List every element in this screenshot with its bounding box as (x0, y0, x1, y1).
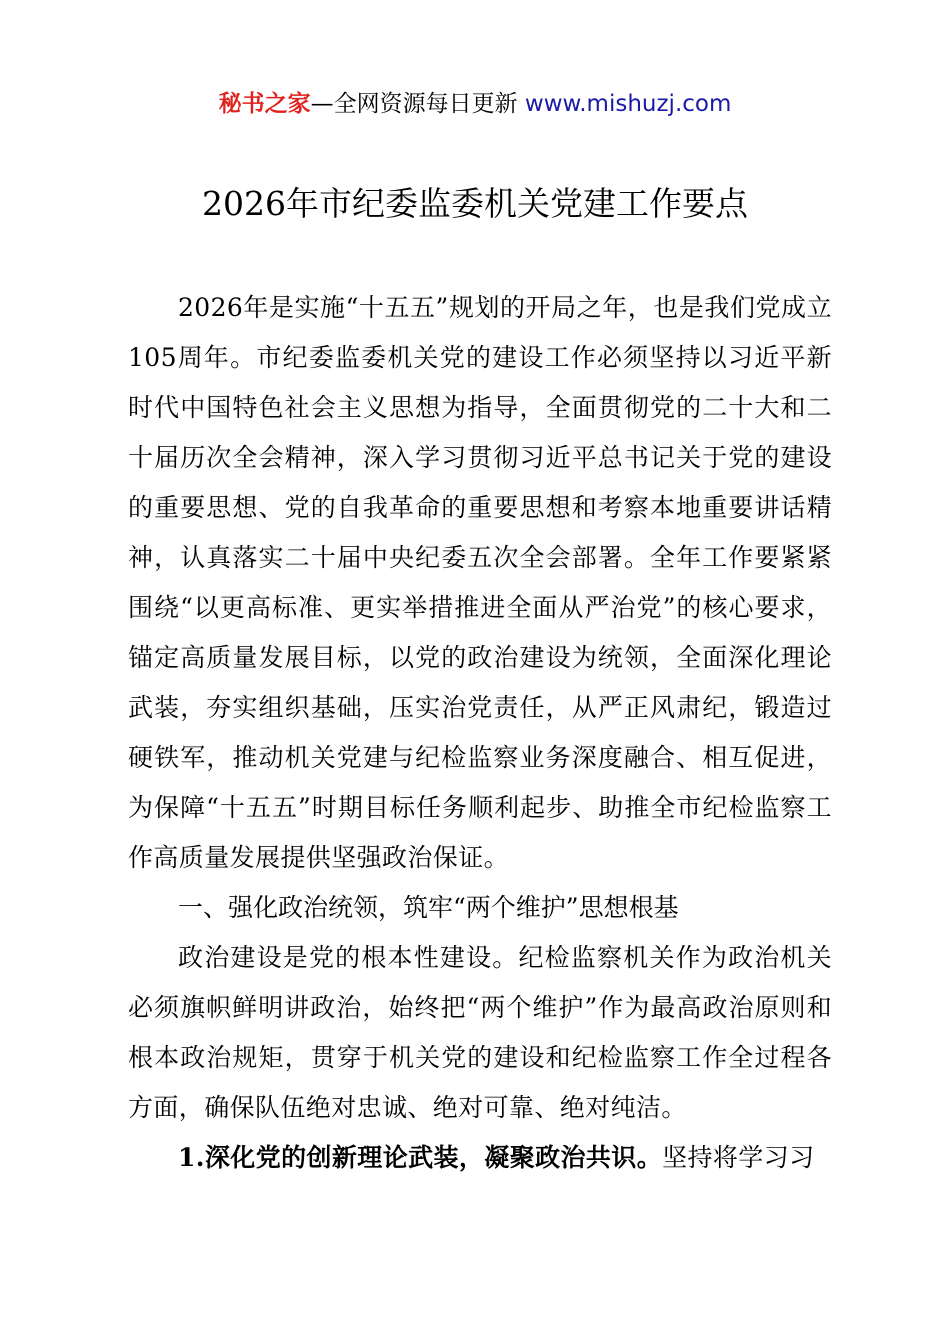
item-paragraph (128, 1133, 832, 1183)
site-url-link[interactable]: www.mishuzj.com (524, 91, 732, 117)
site-brand: 秘书之家 (218, 91, 311, 117)
item-heading: 1.深化党的创新理论武装，凝聚政治共识。 (178, 1143, 663, 1172)
section-heading: 一、强化政治统领，筑牢“两个维护”思想根基 (178, 893, 679, 922)
site-header (0, 88, 950, 120)
document-body (128, 283, 832, 1183)
section-paragraph: 政治建设是党的根本性建设。纪检监察机关作为政治机关必须旗帜鲜明讲政治，始终把“两个维护”作为最高政治原则和根本政治规矩，贯穿于机关党的建设和纪检监察工作全过程各方面，确保队伍绝对忠诚、绝对可靠、绝对纯洁。 (128, 943, 832, 1122)
site-tagline: —全网资源每日更新 (310, 91, 525, 117)
item-text: 坚持将学习习 (662, 1143, 815, 1172)
intro-paragraph: 2026年是实施“十五五”规划的开局之年，也是我们党成立105周年。市纪委监委机关党的建设工作必须坚持以习近平新时代中国特色社会主义思想为指导，全面贯彻党的二十大和二十届历次全会精神，深入学习贯彻习近平总书记关于党的建设的重要思想、党的自我革命的重要思想和考察本地重要讲话精神，认真落实二十届中央纪委五次全会部署。全年工作要紧紧围绕“以更高标准、更实举措推进全面从严治党”的核心要求，锚定高质量发展目标，以党的政治建设为统领，全面深化理论武装，夯实组织基础，压实治党责任，从严正风肃纪，锻造过硬铁军，推动机关党建与纪检监察业务深度融合、相互促进，为保障“十五五”时期目标任务顺利起步、助推全市纪检监察工作高质量发展提供坚强政治保证。 (128, 293, 832, 872)
document-title: 2026年市纪委监委机关党建工作要点 (202, 184, 748, 223)
